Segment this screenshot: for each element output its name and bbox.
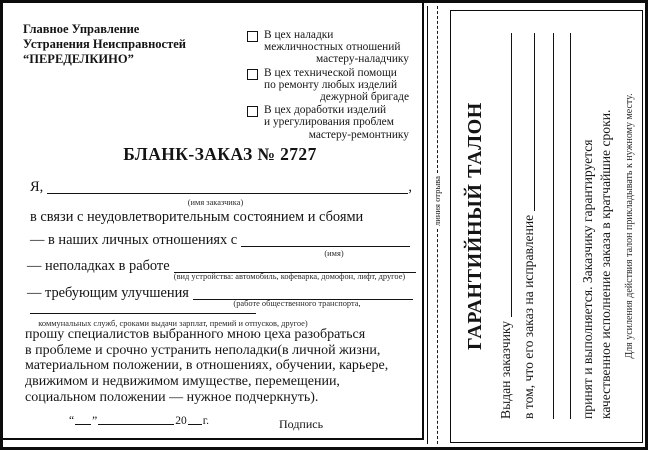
order-form-card [3,3,424,440]
routing-option-line: по ремонту любых изделий [264,78,398,91]
coupon-footnote: Для усиления действия талон прикладывать к нужному месту. [623,93,635,359]
fill-in-line [47,183,408,194]
org-header [23,22,186,68]
date-row [69,415,209,427]
request-paragraph-line: социальном положении — нужное подчеркнуть). [25,389,319,405]
request-paragraph-line: материальном положении, в отношениях, обучении, карьере, [25,358,389,374]
close-quote: ” [92,415,98,427]
form-title: БЛАНК-ЗАКАЗ № 2727 [123,144,317,164]
name-field-suffix: , [408,179,412,195]
fill-in-line [75,424,91,425]
open-quote: “ [69,415,75,427]
field-hint: (работе общественного транспорта, [233,299,361,308]
org-header-line: “ПЕРЕДЕЛКИНО” [23,52,134,67]
routing-option-line: дежурной бригаде [319,91,409,104]
routing-option-line: В цех доработки изделий [264,104,387,117]
relationship-field-row [30,232,410,249]
tear-line [432,6,442,444]
routing-option [247,104,409,141]
routing-checkbox-group [247,29,409,142]
request-paragraph-line: движимом и недвижимом имуществе, перемещении, [25,374,340,390]
coupon-body [579,33,616,419]
checkbox-icon [247,31,258,42]
fill-in-line [98,424,174,425]
field-hint: (вид устройства: автомобиль, кофеварка, домофон, лифт, другое) [173,272,406,281]
fill-in-line [553,33,554,419]
order-description-label: в том, что его заказ на исправление [521,214,536,419]
org-header-line: Главное Управление [23,22,140,36]
signature-label: Подпись [279,417,324,431]
request-paragraph [25,327,425,406]
field-hint: (имя заказчика) [187,198,244,207]
relationship-label: — в наших личных отношениях с [30,232,238,248]
tear-dash-segment [437,229,438,444]
year-suffix: г. [202,415,210,427]
routing-option-line: В цех технической помощи [264,66,397,79]
request-paragraph-line: в проблеме и срочно устранить неполадки(в личной жизни, [25,342,381,358]
form-right-edge-rule [427,6,428,444]
fill-in-line [188,424,202,425]
checkbox-icon [247,106,258,117]
coupon-body-line: принят и выполняется. Заказчику гарантируется [580,139,595,419]
coupon-body-line: качественное исполнение заказа в кратчайшие сроки. [598,109,614,419]
routing-option-line: и урегулирования проблем [264,116,394,129]
routing-option [247,29,409,66]
warranty-coupon-content [451,11,641,441]
field-hint: коммунальных служб, сроками выдачи зарплат, премий и отпусков, другое) [38,319,308,328]
fill-in-line [241,236,410,247]
field-hint: (имя) [324,249,344,258]
fill-in-line [570,33,571,419]
routing-option-line: мастеру-наладчику [316,53,409,66]
request-paragraph-line: прошу специалистов выбранного мною цеха разобраться [25,327,366,342]
coupon-title: ГАРАНТИЙНЫЙ ТАЛОН [464,102,486,350]
tear-line-label: линия отрыва [432,176,442,227]
name-field-prefix: Я, [30,179,44,195]
fill-in-line [524,33,535,211]
org-header-line: Устранения Неисправностей [23,37,186,52]
name-field-row [30,179,412,196]
year-century: 20 [175,415,187,427]
order-description-row [521,33,537,419]
routing-option-line: В цех наладки [264,29,334,41]
checkbox-icon [247,69,258,80]
fill-in-line [30,303,256,314]
issued-to-label: Выдан заказчику [498,320,513,419]
warranty-coupon [450,10,643,443]
routing-option-line: мастеру-ремонтнику [308,128,409,141]
routing-option-line: межличностных отношений [264,41,401,54]
fill-in-line [501,33,512,317]
intro-line: в связи с неудовлетворительным состоянием и сбоями [30,209,364,225]
improvement-label: — требующим улучшения [27,285,189,301]
tear-dash-segment [437,6,438,173]
routing-option [247,67,409,104]
device-label: — неполадках в работе [27,258,170,274]
issued-to-row [498,33,514,419]
